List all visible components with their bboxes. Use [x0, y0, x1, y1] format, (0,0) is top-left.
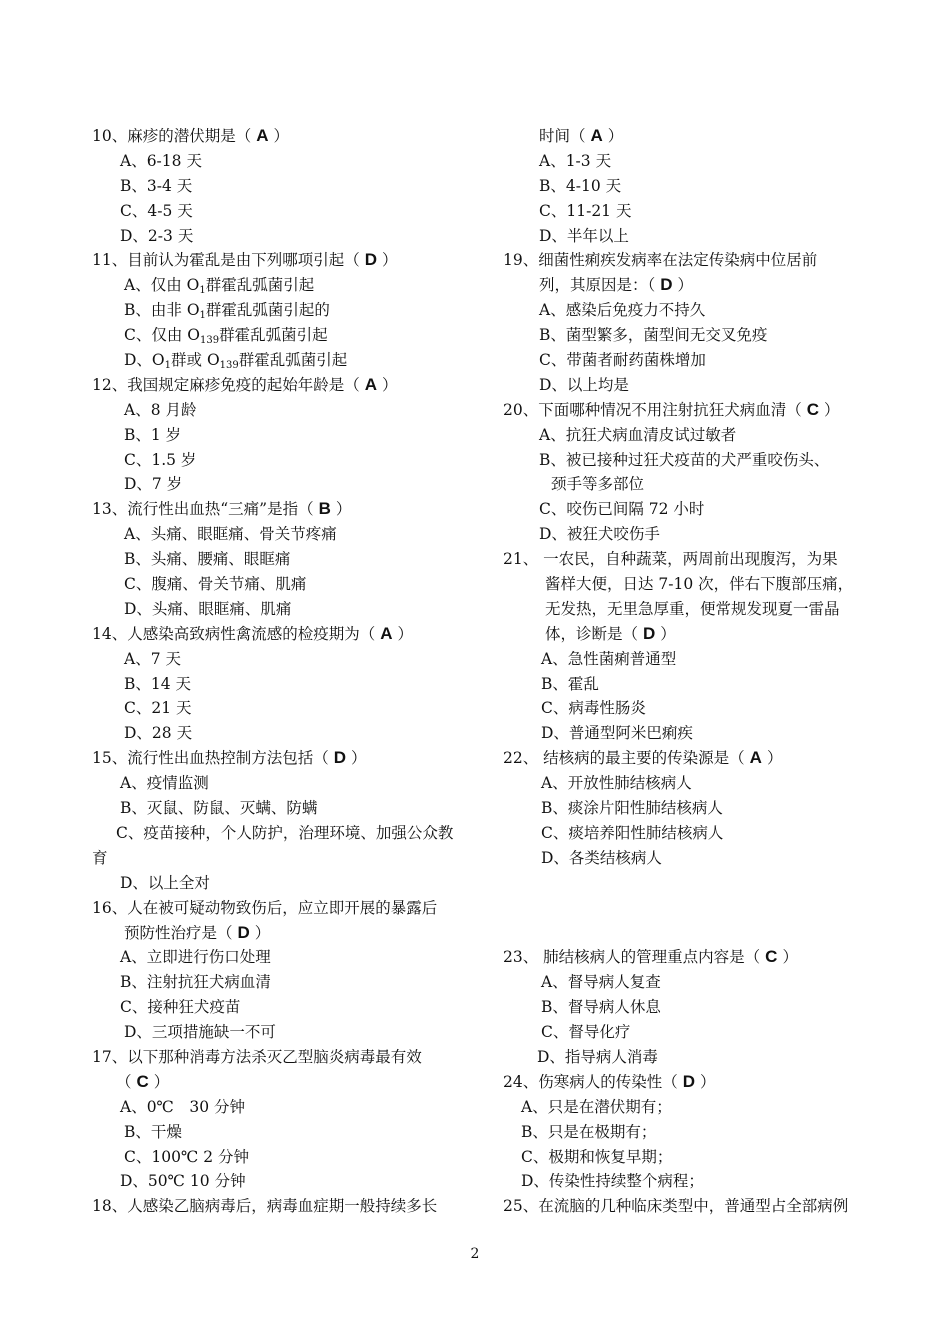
- question-16: 16、人在被可疑动物致伤后，应立即开展的暴露后: [92, 898, 438, 917]
- question-19: 19、细菌性痢疾发病率在法定传染病中位居前: [503, 251, 818, 270]
- option: D、各类结核病人: [541, 848, 662, 867]
- question-23: [503, 945, 863, 970]
- question-text: 10、麻疹的潜伏期是（: [92, 127, 252, 145]
- option: B、干燥: [124, 1122, 182, 1141]
- option: B、督导病人休息: [541, 998, 661, 1017]
- option: A、疫情监测: [120, 774, 209, 793]
- bracket: ）: [273, 127, 290, 145]
- answer: D: [364, 250, 378, 270]
- option: A、抗狂犬病血清皮试过敏者: [539, 425, 737, 444]
- option-continuation: 颈手等多部位: [551, 475, 645, 494]
- question-text: 13、流行性出血热“三痛”是指（: [92, 500, 314, 519]
- bracket: ）: [335, 500, 352, 519]
- bracket: ）: [766, 749, 783, 768]
- subscript: 1: [199, 310, 206, 322]
- question-24: [503, 1070, 863, 1095]
- answer: A: [380, 623, 393, 643]
- option: A、感染后免疫力不持久: [539, 301, 706, 320]
- answer: D: [682, 1071, 696, 1091]
- question-text: 14、人感染高致病性禽流感的检疫期为（: [92, 624, 376, 643]
- answer: C: [765, 947, 778, 967]
- option: A、7 天: [124, 649, 181, 668]
- answer: A: [364, 374, 378, 394]
- question-14: [92, 622, 452, 647]
- option: C、4-5 天: [120, 201, 193, 220]
- left-column: [92, 124, 452, 1219]
- bracket: ）: [254, 923, 271, 942]
- option: A、督导病人复查: [541, 973, 661, 992]
- option: B、菌型繁多，菌型间无交叉免疫: [539, 326, 768, 345]
- option: A、头痛、眼眶痛、骨关节疼痛: [124, 525, 337, 544]
- option: A、1-3 天: [539, 151, 612, 170]
- option: [92, 323, 452, 348]
- option: B、1 岁: [124, 425, 182, 444]
- option: D、指导病人消毒: [537, 1047, 658, 1066]
- question-21: 21、 一农民，自种蔬菜，两周前出现腹泻，为果: [503, 550, 838, 569]
- question-19-cont: [503, 273, 863, 298]
- option: C、腹痛、骨关节痛、肌痛: [124, 575, 307, 594]
- question-text: 23、 肺结核病人的管理重点内容是（: [503, 948, 761, 967]
- option: B、头痛、腰痛、眼眶痛: [124, 550, 291, 569]
- option-text: C、仅由 O: [124, 326, 200, 345]
- question-text: 15、流行性出血热控制方法包括（: [92, 749, 329, 768]
- option: A、只是在潜伏期有；: [521, 1097, 672, 1116]
- option: B、灭鼠、防鼠、灭螨、防螨: [120, 799, 318, 818]
- option: D、头痛、眼眶痛、肌痛: [124, 599, 292, 618]
- question-text: 11、目前认为霍乱是由下列哪项引起（: [92, 251, 360, 270]
- answer: A: [590, 126, 603, 145]
- option-continuation: 育: [92, 848, 108, 867]
- option: [92, 348, 452, 373]
- blank-space: [503, 871, 863, 946]
- question-text: 12、我国规定麻疹免疫的起始年龄是（: [92, 375, 360, 394]
- subscript: 1: [164, 360, 172, 372]
- option: D、三项措施缺一不可: [124, 1023, 276, 1042]
- question-text: 列，其原因是：（: [539, 276, 656, 295]
- answer: D: [660, 275, 673, 295]
- question-text: 预防性治疗是（: [124, 923, 233, 942]
- bracket: ）: [351, 749, 367, 768]
- bracket: ）: [607, 127, 624, 145]
- question-13: [92, 497, 452, 522]
- option: A、立即进行伤口处理: [120, 948, 271, 967]
- option: A、6-18 天: [120, 151, 202, 170]
- option-text: 群或 O: [171, 351, 220, 370]
- option: C、1.5 岁: [124, 450, 197, 469]
- option: C、带菌者耐药菌株增加: [539, 351, 706, 370]
- question-22: [503, 746, 863, 771]
- option: B、被已接种过狂犬疫苗的犬严重咬伤头、: [539, 450, 830, 469]
- option: D、2-3 天: [120, 226, 194, 245]
- subscript: 139: [200, 335, 220, 347]
- option: A、8 月龄: [124, 400, 197, 419]
- option-text: 群霍乱弧菌引起: [238, 351, 348, 370]
- option: C、21 天: [124, 699, 192, 718]
- option: A、急性菌痢普通型: [541, 649, 677, 668]
- bracket: ）: [382, 375, 398, 394]
- option: C、疫苗接种，个人防护，治理环境、加强公众教: [116, 823, 454, 842]
- bracket: ）: [382, 251, 398, 270]
- option-text: 群霍乱弧菌引起: [205, 276, 315, 295]
- question-11: [92, 248, 452, 273]
- option: B、只是在极期有；: [521, 1122, 657, 1141]
- subscript: 139: [219, 360, 239, 372]
- option-text: 群霍乱弧菌引起的: [205, 301, 330, 320]
- option: C、极期和恢复早期；: [521, 1147, 673, 1166]
- option-text: B、由非 O: [124, 301, 200, 320]
- question-text: （: [116, 1072, 132, 1091]
- bracket: ）: [782, 948, 798, 967]
- question-18: 18、人感染乙脑病毒后，病毒血症期一般持续多长: [92, 1197, 438, 1216]
- answer: B: [318, 499, 331, 519]
- option: C、100℃ 2 分钟: [124, 1147, 249, 1166]
- question-text: 时间（: [539, 127, 586, 145]
- bracket: ）: [677, 276, 694, 295]
- option: [92, 273, 452, 298]
- option-text: D、O: [124, 351, 165, 370]
- question-18-cont: [503, 124, 863, 149]
- bracket: ）: [824, 400, 840, 419]
- option: D、普通型阿米巴痢疾: [541, 724, 693, 743]
- option: D、半年以上: [539, 226, 629, 245]
- option: D、28 天: [124, 724, 193, 743]
- option: B、14 天: [124, 674, 192, 693]
- answer: A: [256, 126, 269, 145]
- option: C、接种狂犬疫苗: [120, 998, 241, 1017]
- question-21-cont: [503, 622, 863, 647]
- answer: D: [643, 623, 656, 643]
- option: A、0℃ 30 分钟: [120, 1097, 246, 1116]
- answer: D: [333, 748, 347, 768]
- subscript: 1: [199, 285, 206, 297]
- answer: D: [237, 922, 250, 942]
- question-25: 25、在流脑的几种临床类型中，普通型占全部病例: [503, 1197, 849, 1216]
- question-text: 20、下面哪种情况不用注射抗狂犬病血清（: [503, 400, 802, 419]
- question-15: [92, 746, 452, 771]
- option: D、7 岁: [124, 475, 183, 494]
- option: B、霍乱: [541, 674, 599, 693]
- question-text: 24、伤寒病人的传染性（: [503, 1072, 678, 1091]
- question-17: 17、以下那种消毒方法杀灭乙型脑炎病毒最有效: [92, 1047, 422, 1066]
- option: B、4-10 天: [539, 176, 622, 195]
- question-20: [503, 398, 863, 423]
- option-text: A、仅由 O: [124, 276, 200, 295]
- right-column: [503, 124, 863, 1219]
- answer: C: [136, 1071, 149, 1091]
- question-text: 22、 结核病的最主要的传染源是（: [503, 749, 745, 768]
- bracket: ）: [660, 624, 676, 643]
- option: D、以上均是: [539, 375, 629, 394]
- question-text: 体，诊断是（: [545, 624, 639, 643]
- option: B、痰涂片阳性肺结核病人: [541, 799, 723, 818]
- option-text: 群霍乱弧菌引起: [219, 326, 328, 345]
- question-10: [92, 124, 452, 149]
- option: C、11-21 天: [539, 201, 632, 220]
- question-21-cont: 无发热，无里急厚重，便常规发现夏一雷晶: [545, 599, 840, 618]
- option: D、以上全对: [120, 873, 210, 892]
- question-12: [92, 373, 452, 398]
- option: C、咬伤已间隔 72 小时: [539, 500, 705, 519]
- bracket: ）: [700, 1072, 716, 1091]
- option: C、病毒性肠炎: [541, 699, 646, 718]
- question-16-cont: [92, 921, 452, 946]
- option: C、痰培养阳性肺结核病人: [541, 823, 724, 842]
- page-number: 2: [470, 1246, 480, 1262]
- option: D、被狂犬咬伤手: [539, 525, 660, 544]
- bracket: ）: [397, 624, 414, 643]
- option: [92, 298, 452, 323]
- option: C、督导化疗: [541, 1023, 631, 1042]
- question-17-cont: [92, 1070, 452, 1095]
- answer: C: [806, 399, 820, 419]
- option: D、传染性持续整个病程；: [521, 1172, 704, 1191]
- option: A、开放性肺结核病人: [541, 774, 692, 793]
- question-21-cont: 酱样大便，日达 7-10 次，伴右下腹部压痛，: [545, 575, 854, 594]
- option: D、50℃ 10 分钟: [120, 1172, 246, 1191]
- option: B、3-4 天: [120, 176, 193, 195]
- answer: A: [749, 748, 762, 768]
- bracket: ）: [153, 1072, 170, 1091]
- option: B、注射抗狂犬病血清: [120, 973, 271, 992]
